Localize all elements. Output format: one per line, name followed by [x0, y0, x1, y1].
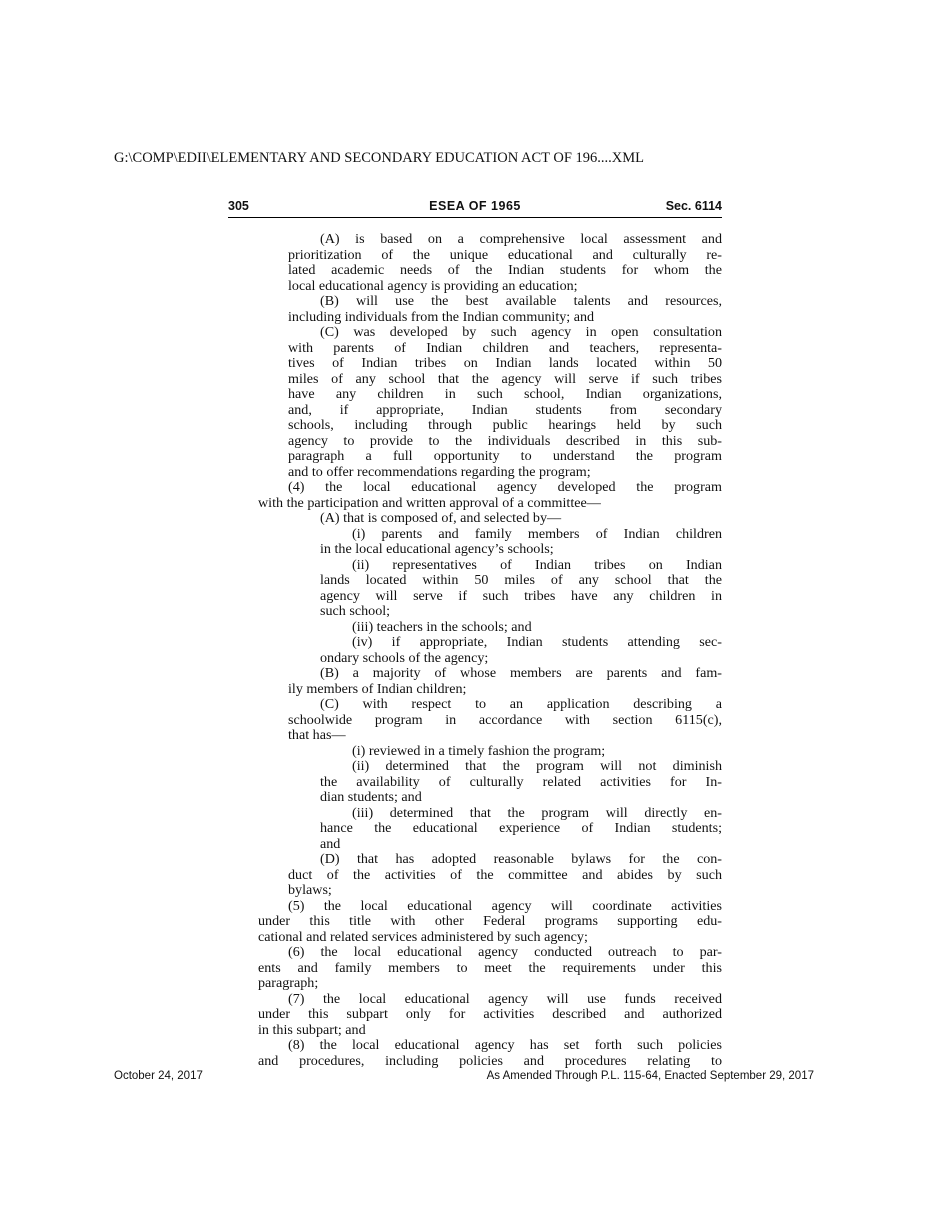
- text-line: ents and family members to meet the requirements under this: [258, 959, 722, 976]
- text-line: in this subpart; and: [258, 1021, 366, 1038]
- text-line: (4) the local educational agency developed the program: [288, 479, 722, 495]
- text-line: (6) the local educational agency conducted outreach to par-: [288, 944, 722, 960]
- footer-date: October 24, 2017: [114, 1070, 203, 1082]
- text-line: ondary schools of the agency;: [320, 649, 489, 666]
- text-line: (ii) determined that the program will not diminish: [352, 758, 722, 774]
- text-line: schools, including through public hearings held by such: [288, 417, 722, 433]
- text-line: (i) reviewed in a timely fashion the program;: [352, 742, 606, 759]
- statute-text: [258, 232, 722, 1069]
- text-line: (iii) teachers in the schools; and: [352, 618, 532, 635]
- text-line: lated academic needs of the Indian students for whom the: [288, 262, 722, 278]
- text-line: and, if appropriate, Indian students from secondary: [288, 401, 722, 418]
- text-line: have any children in such school, Indian organizations,: [288, 386, 722, 402]
- text-line: such school;: [320, 603, 391, 619]
- text-line: (D) that has adopted reasonable bylaws for the con-: [320, 851, 722, 867]
- text-line: (8) the local educational agency has set forth such policies: [288, 1037, 722, 1053]
- text-line: schoolwide program in accordance with section 6115(c),: [288, 711, 722, 728]
- text-line: and procedures, including policies and procedures relating to: [258, 1052, 722, 1069]
- text-line: (i) parents and family members of Indian children: [352, 525, 722, 542]
- text-line: and: [320, 835, 341, 852]
- text-line: (iv) if appropriate, Indian students attending sec-: [352, 634, 722, 650]
- text-line: hance the educational experience of Indian students;: [320, 820, 722, 836]
- text-line: paragraph a full opportunity to understand the program: [288, 448, 722, 464]
- text-line: under this subpart only for activities described and authorized: [258, 1006, 722, 1022]
- text-line: paragraph;: [258, 975, 319, 991]
- text-line: with the participation and written approval of a committee—: [258, 494, 601, 511]
- text-line: (A) is based on a comprehensive local assessment and: [320, 231, 722, 247]
- text-line: duct of the activities of the committee and abides by such: [288, 866, 722, 883]
- text-line: under this title with other Federal programs supporting edu-: [258, 913, 722, 929]
- text-line: the availability of culturally related activities for In-: [320, 773, 722, 790]
- text-line: in the local educational agency’s schools;: [320, 541, 554, 557]
- text-line: cational and related services administered by such agency;: [258, 928, 588, 945]
- text-line: (A) that is composed of, and selected by—: [320, 510, 562, 526]
- act-title: ESEA OF 1965: [429, 199, 521, 213]
- text-line: (ii) representatives of Indian tribes on Indian: [352, 556, 722, 573]
- text-line: tives of Indian tribes on Indian lands located within 50: [288, 355, 722, 371]
- text-line: (iii) determined that the program will directly en-: [352, 804, 722, 821]
- text-line: local educational agency is providing an education;: [288, 277, 578, 294]
- text-line: prioritization of the unique educational and culturally re-: [288, 246, 722, 263]
- text-line: lands located within 50 miles of any school that the: [320, 572, 722, 588]
- file-path: G:\COMP\EDII\ELEMENTARY AND SECONDARY EDUCATION ACT OF 196....XML: [114, 150, 644, 166]
- text-line: (B) will use the best available talents and resources,: [320, 293, 722, 309]
- text-line: ily members of Indian children;: [288, 680, 467, 697]
- text-line: and to offer recommendations regarding the program;: [288, 463, 591, 480]
- running-head: [228, 198, 722, 218]
- text-line: (C) with respect to an application describing a: [320, 696, 722, 712]
- text-line: agency will serve if such tribes have any children in: [320, 587, 722, 604]
- text-line: that has—: [288, 727, 346, 743]
- text-line: including individuals from the Indian community; and: [288, 308, 595, 325]
- text-line: (B) a majority of whose members are parents and fam-: [320, 665, 722, 681]
- text-line: agency to provide to the individuals described in this sub-: [288, 432, 722, 449]
- text-line: with parents of Indian children and teachers, representa-: [288, 339, 722, 356]
- section-number: Sec. 6114: [665, 199, 722, 213]
- text-line: miles of any school that the agency will serve if such tribes: [288, 370, 722, 387]
- page-number: 305: [228, 199, 249, 213]
- text-line: (C) was developed by such agency in open consultation: [320, 324, 722, 340]
- text-line: bylaws;: [288, 882, 332, 898]
- text-line: dian students; and: [320, 789, 422, 805]
- text-line: (5) the local educational agency will coordinate activities: [288, 897, 722, 914]
- text-line: (7) the local educational agency will use funds received: [288, 990, 722, 1007]
- footer-amended-note: As Amended Through P.L. 115-64, Enacted September 29, 2017: [486, 1070, 814, 1082]
